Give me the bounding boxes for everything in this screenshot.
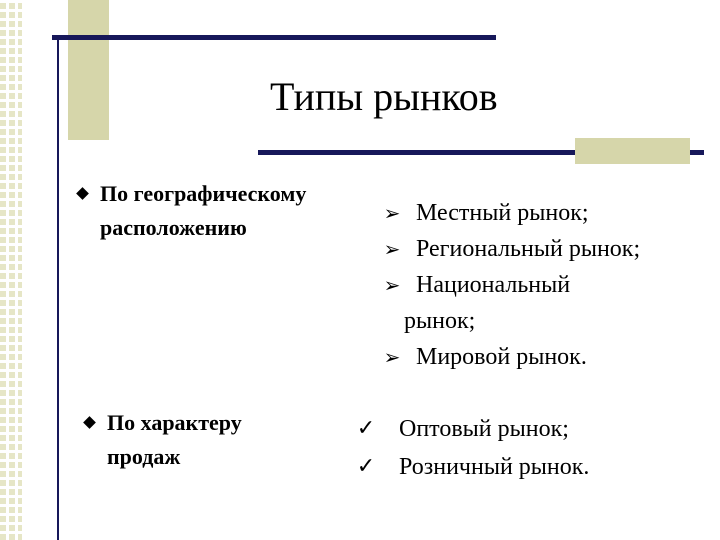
arrow-bullet-icon: ➢ [383,345,401,369]
checkmark-icon: ✓ [356,454,376,479]
slide-title: Типы рынков [270,74,498,119]
arrow-bullet-icon: ➢ [383,201,401,225]
arrow-bullet-icon: ➢ [383,237,401,261]
section-sales-heading-line1: По характеру [107,410,242,435]
section-sales-heading-line2: продаж [107,444,181,469]
list-item-label: Мировой рынок. [416,344,587,370]
diamond-bullet-icon [83,416,96,429]
list-item-label: Региональный рынок; [416,236,641,262]
list-item-label: Оптовый рынок; [399,416,569,442]
section-geo-heading-line2: расположению [100,215,247,240]
list-item-label: Местный рынок; [416,200,589,226]
decorative-block [68,0,109,140]
list-item-label: Розничный рынок. [399,454,590,480]
list-item-label: Национальный [416,272,571,298]
vertical-rule [57,38,59,540]
decorative-accent [575,138,690,164]
section-geo-heading-line1: По географическому [100,181,307,206]
top-rule [52,35,496,40]
arrow-bullet-icon: ➢ [383,273,401,297]
decorative-stripes [0,0,22,540]
list-item-label-continued: рынок; [404,308,476,334]
diamond-bullet-icon [76,187,89,200]
checkmark-icon: ✓ [356,416,376,441]
